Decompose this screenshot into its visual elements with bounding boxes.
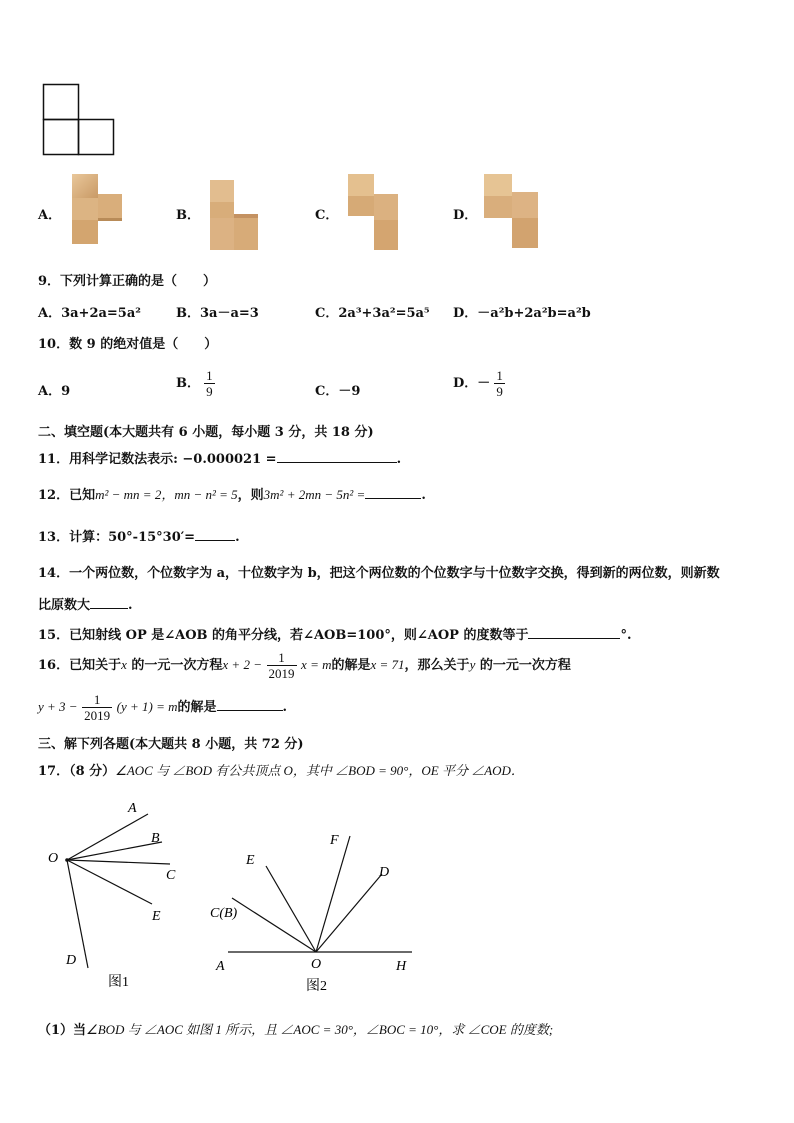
q11: 11．用科学记数法表示: −0.000021 = . — [38, 452, 402, 467]
fig2-label-e: E — [246, 853, 255, 868]
ray-ob — [67, 842, 162, 860]
q9-option-c[interactable]: C．2a³+3a²=5a⁵ — [315, 306, 430, 321]
q10-d-fraction: $\frac{1}{9}$ — [496, 368, 503, 399]
q9-option-a[interactable]: A．3a+2a=5a² — [38, 306, 141, 321]
q16-answer-blank[interactable] — [217, 698, 283, 711]
q10-d-label: D．－ — [453, 376, 491, 391]
q15: 15．已知射线 OP 是∠AOB 的角平分线，若∠AOB=100°，则∠AOP 的度数等于 °. — [38, 628, 632, 643]
q8-option-c[interactable]: C． — [315, 208, 339, 223]
q10-option-b[interactable] — [176, 368, 215, 399]
q10-option-a[interactable]: A．9 — [38, 384, 71, 399]
q16-line-2: y + 3 − $\frac{1}{2019}$ (y + 1) = m的解是 . — [38, 692, 288, 723]
q10-b-fraction: $\frac{1}{9}$ — [206, 368, 213, 399]
q9-stem: 9．下列计算正确的是（ ） — [38, 274, 217, 289]
q16-fraction-1: $\frac{1}{2019}$ — [268, 650, 295, 681]
fig2-label-o: O — [311, 957, 322, 972]
q8-option-b[interactable]: B． — [176, 208, 200, 223]
q10-b-label: B． — [176, 376, 200, 391]
wooden-blocks-b-image — [206, 178, 262, 254]
ray-oe — [67, 860, 152, 904]
fig1-label-b: B — [151, 831, 160, 846]
q14-answer-blank[interactable] — [90, 596, 128, 609]
q8-option-a[interactable]: A． — [38, 208, 62, 223]
ray-oe — [266, 866, 316, 952]
q10-stem: 10．数 9 的绝对值是（ ） — [38, 337, 218, 352]
ray-oa — [67, 814, 148, 860]
q13: 13．计算：50°-15°30′= . — [38, 530, 240, 545]
q16-fraction-2: $\frac{1}{2019}$ — [84, 692, 111, 723]
section-2-heading: 二、填空题(本大题共有 6 小题，每小题 3 分，共 18 分) — [38, 425, 374, 440]
fig2-label-cb: C(B) — [210, 906, 238, 921]
q17-stem: 17．（8 分）∠AOC 与 ∠BOD 有公共顶点 O，其中 ∠BOD = 90°，OE 平分 ∠AOD． — [38, 763, 524, 779]
fig1-caption: 图1 — [108, 975, 129, 990]
fig2-label-f: F — [330, 833, 339, 848]
fig2-label-d: D — [379, 865, 390, 880]
fig1-label-o: O — [48, 851, 59, 866]
fig2-caption: 图2 — [306, 979, 327, 994]
fig1-label-a: A — [128, 801, 137, 816]
wooden-blocks-a-image — [68, 172, 126, 248]
three-view-figure — [42, 83, 118, 157]
wooden-blocks-c-image — [344, 172, 402, 254]
wooden-blocks-d-image — [480, 172, 542, 252]
ray-oc — [232, 898, 316, 952]
ray-oc — [67, 860, 170, 864]
figure-1-diagram — [40, 796, 210, 996]
section-3-heading: 三、解下列各题(本大题共 8 小题，共 72 分) — [38, 737, 304, 752]
fig2-label-h: H — [396, 959, 407, 974]
fig2-label-a: A — [216, 959, 225, 974]
q8-option-d[interactable]: D． — [453, 208, 478, 223]
ray-od — [316, 874, 382, 952]
fig1-label-c: C — [166, 868, 176, 883]
q12: 12．已知m² − mn = 2，mn − n² = 5，则3m² + 2mn − 5n² = . — [38, 487, 426, 503]
q16-line-1: 16．已知关于x 的一元一次方程x + 2 − $\frac{1}{2019}$ x = m的解是x = 71，那么关于y 的一元一次方程 — [38, 650, 571, 681]
figure-2-diagram — [206, 826, 426, 996]
fig1-label-e: E — [152, 909, 161, 924]
q10-option-c[interactable]: C．－9 — [315, 384, 361, 399]
q10-option-d[interactable] — [453, 368, 505, 399]
q11-answer-blank[interactable] — [277, 450, 397, 463]
ray-of — [316, 836, 350, 952]
ray-od — [67, 860, 88, 968]
q15-answer-blank[interactable] — [528, 626, 620, 639]
q9-option-b[interactable]: B．3a－a=3 — [176, 306, 259, 321]
q14-line-1: 14．一个两位数，个位数字为 a，十位数字为 b，把这个两位数的个位数字与十位数字交换，得到新的两位数，则新数 — [38, 566, 720, 581]
q14-line-2: 比原数大 . — [38, 598, 133, 613]
q17-part-1: （1）当∠BOD 与 ∠AOC 如图 1 所示，且 ∠AOC = 30°，∠BOC = 10°，求 ∠COE 的度数; — [38, 1022, 554, 1038]
q12-answer-blank[interactable] — [365, 486, 421, 499]
fig1-label-d: D — [66, 953, 77, 968]
q9-option-d[interactable]: D．－a²b+2a²b=a²b — [453, 306, 591, 321]
q13-answer-blank[interactable] — [195, 528, 235, 541]
